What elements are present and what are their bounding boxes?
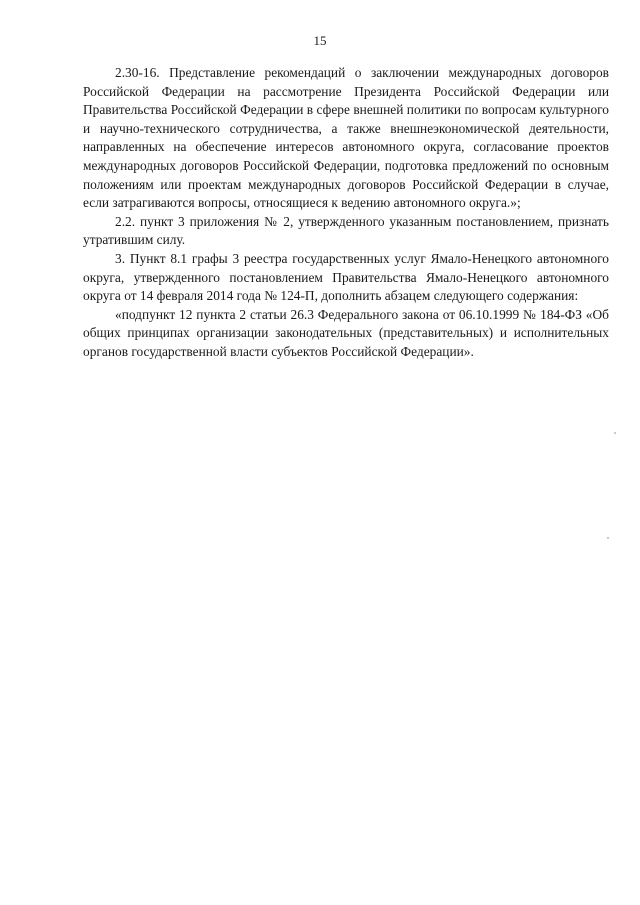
scan-speck	[607, 537, 609, 539]
paragraph-3: 3. Пункт 8.1 графы 3 реестра государственных услуг Ямало-Ненецкого автономного округа, утвержденного постановлением Правительства Ямало-Ненецкого автономного округа от 14 февраля 2014 года № 124-П, дополнить абзацем следующего содержания:	[83, 250, 609, 304]
document-body	[83, 64, 609, 362]
paragraph-2-30-16: 2.30-16. Представление рекомендаций о заключении международных договоров Российской Федерации на рассмотрение Президента Российской Федерации или Правительства Российской Федерации в сфере внешней политики по вопросам культурного и научно-технического сотрудничества, а также внешнеэкономической деятельности, направленных на обеспечение интересов автономного округа, согласование проектов международных договоров Российской Федерации, подготовка предложений по основным положениям или проектам международных договоров Российской Федерации в случае, если затрагиваются вопросы, относящиеся к ведению автономного округа.»;	[83, 65, 609, 211]
paragraph-2-2: 2.2. пункт 3 приложения № 2, утвержденного указанным постановлением, признать утратившим силу.	[83, 213, 609, 248]
scan-speck	[614, 432, 616, 434]
paragraph-quote: «подпункт 12 пункта 2 статьи 26.3 Федерального закона от 06.10.1999 № 184-ФЗ «Об общих принципах организации законодательных (представительных) и исполнительных органов государственной власти субъектов Российской Федерации».	[83, 306, 609, 359]
page-number: 15	[313, 33, 327, 48]
